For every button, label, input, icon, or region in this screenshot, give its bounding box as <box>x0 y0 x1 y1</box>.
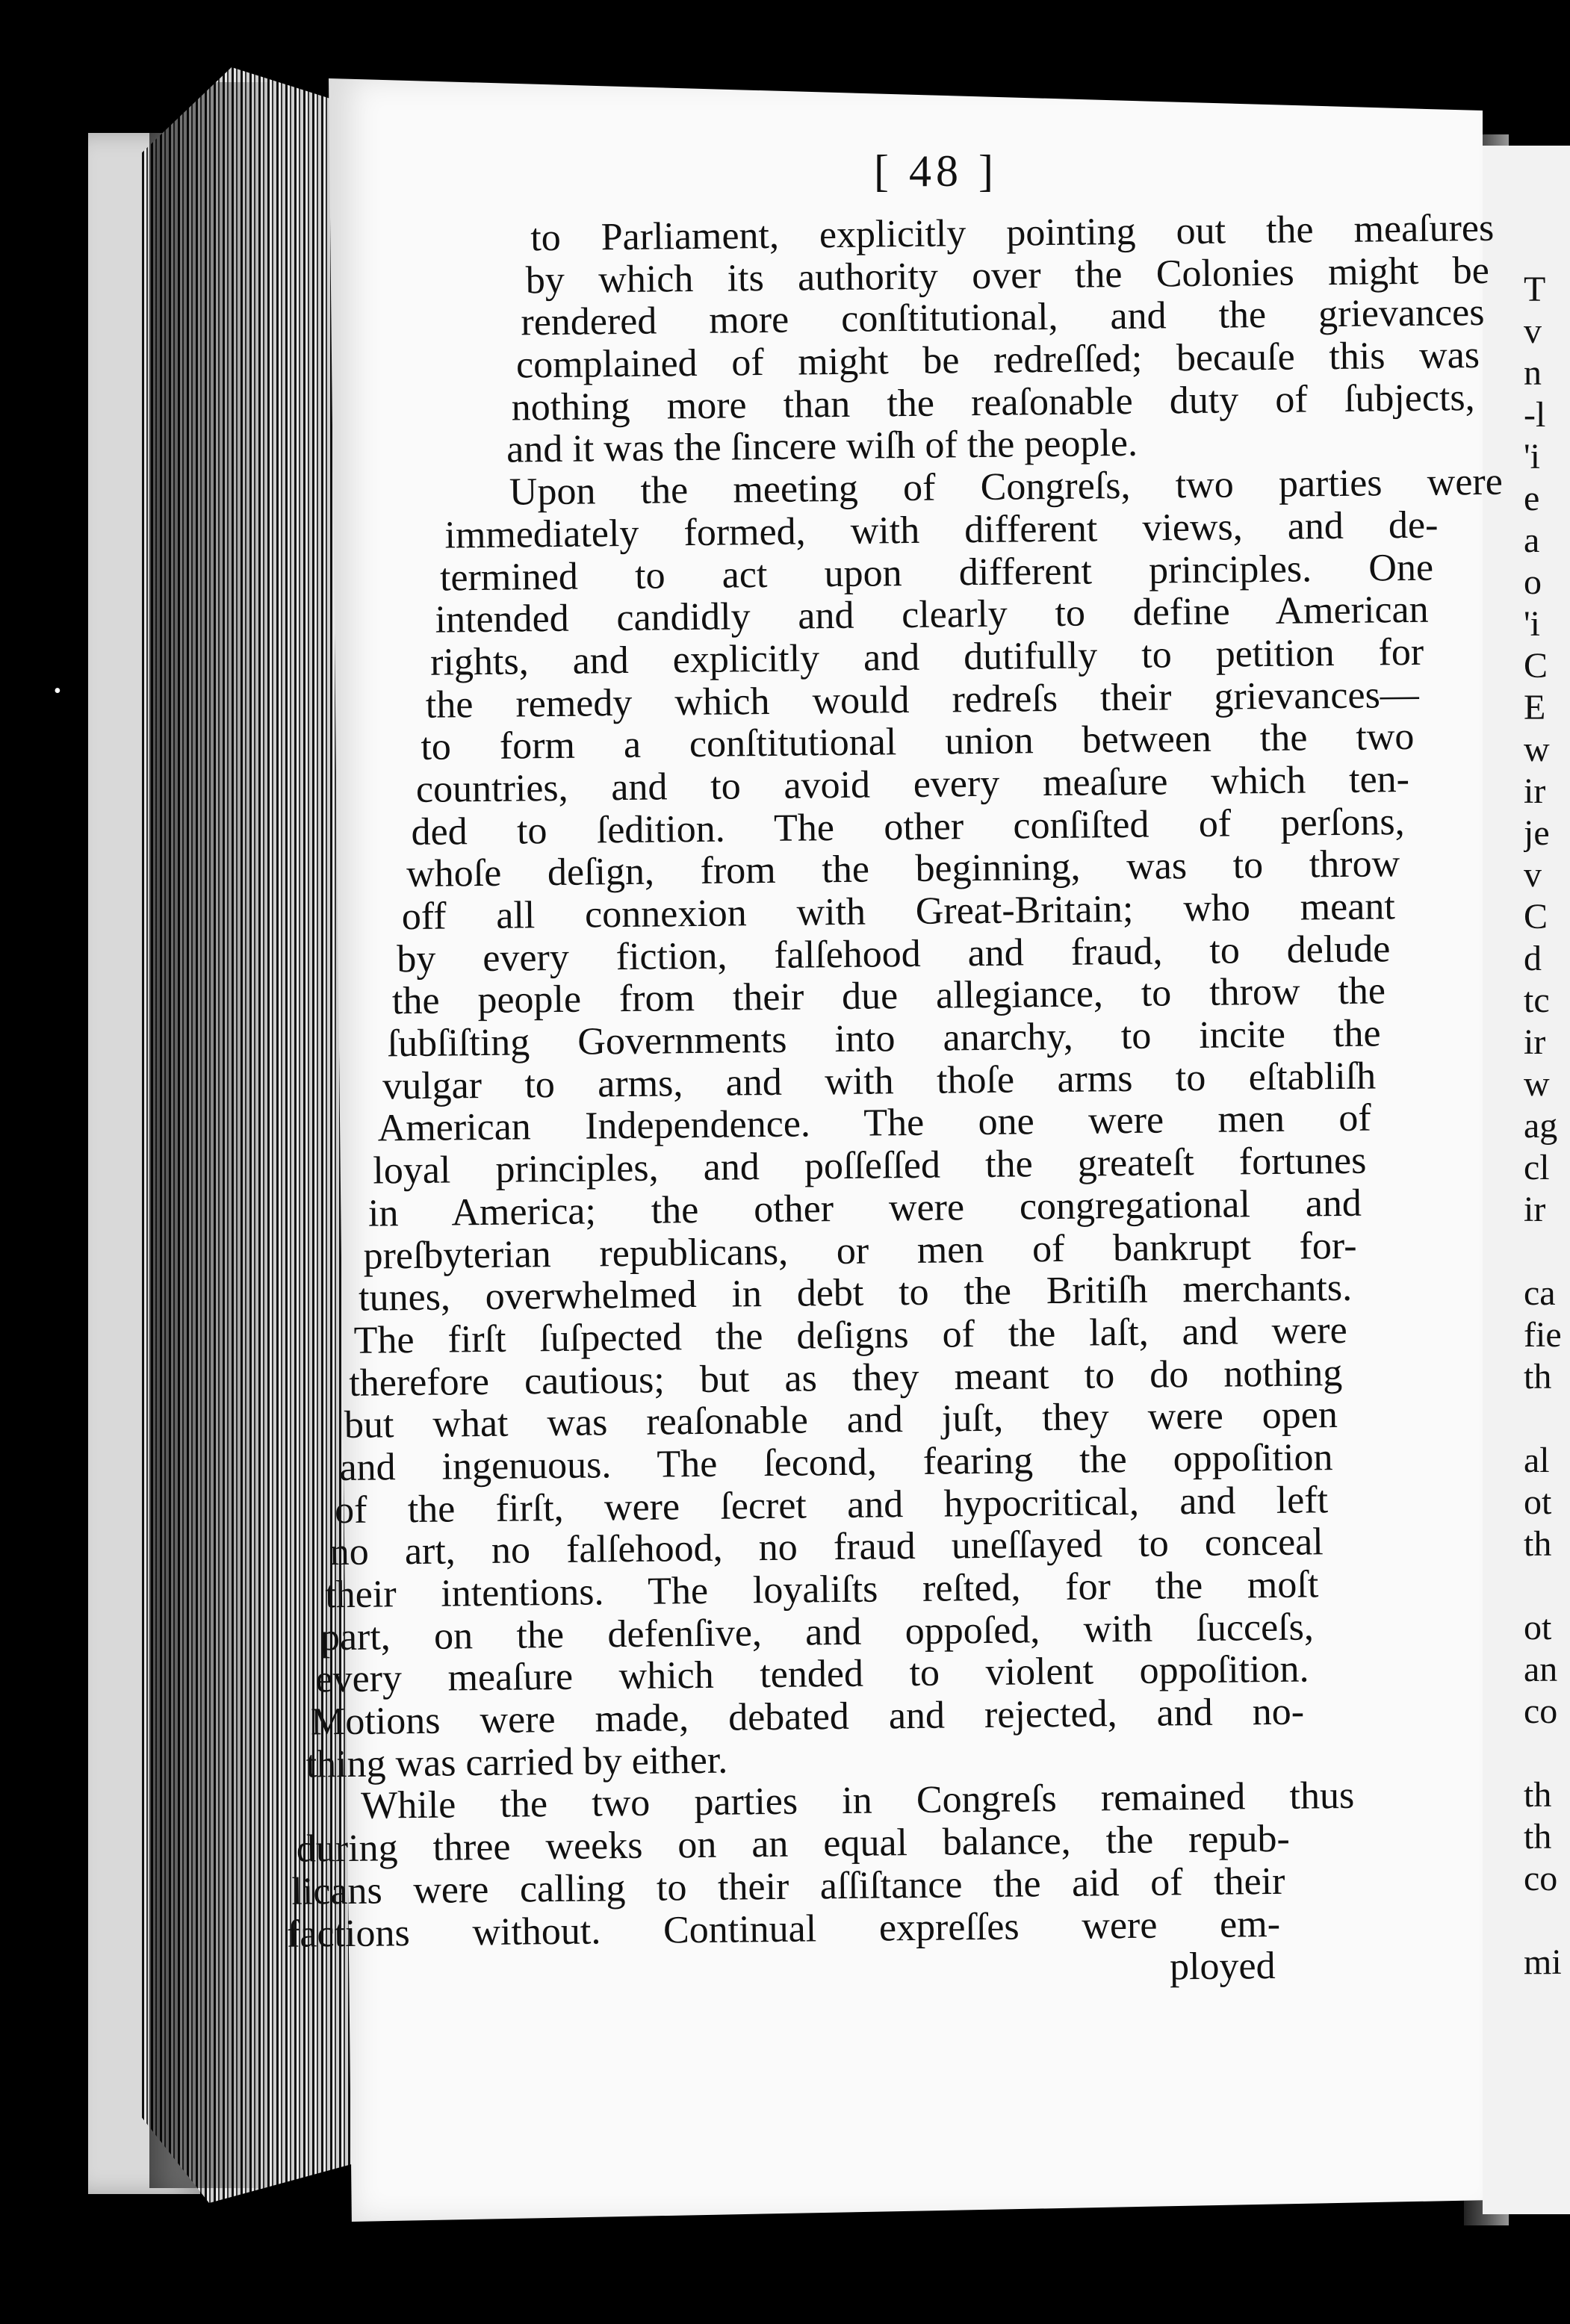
text-line: to Parliament, explicitly pointing out the meaſures <box>530 206 1495 260</box>
text-line: licans were calling to their aſſiſtance the aid of their <box>291 1859 1285 1913</box>
text-line: thing was carried by either. <box>305 1739 728 1786</box>
facing-page-fragment: v <box>1524 855 1542 895</box>
text-line: by which its authority over the Colonies might be <box>525 249 1490 302</box>
facing-page-fragment: e <box>1524 479 1540 518</box>
text-line: American Independence. The one were men of <box>377 1096 1371 1150</box>
facing-page-fragment <box>1524 1733 1570 1774</box>
facing-page-fragment: n <box>1524 353 1542 393</box>
text-line: in America; the other were congregational and <box>367 1181 1362 1235</box>
facing-page-fragment: 'i <box>1524 437 1540 476</box>
text-line: part, on the defenſive, and oppoſed, with ſucceſs, <box>320 1606 1315 1659</box>
text-line: Motions were made, debated and rejected, and no- <box>310 1690 1305 1744</box>
text-line: While the two parties in Congreſs remained thus <box>360 1774 1355 1828</box>
facing-page-fragment: ir <box>1524 1022 1546 1062</box>
facing-page-fragment: fie <box>1524 1315 1562 1355</box>
facing-page-fragment: th <box>1524 1524 1552 1564</box>
text-line: countries, and to avoid every meaſure which ten- <box>415 757 1410 811</box>
facing-page-fragment: T <box>1524 270 1546 309</box>
text-line: but what was reaſonable and juſt, they were open <box>344 1394 1338 1447</box>
facing-page-fragment: co <box>1524 1691 1558 1731</box>
text-line: intended candidly and clearly to define American <box>435 588 1429 641</box>
facing-page-fragment: ag <box>1524 1106 1558 1146</box>
facing-page-fragment: -l <box>1524 395 1546 435</box>
text-line: every meaſure which tended to violent oppoſition. <box>315 1647 1309 1701</box>
facing-page-fragment: w <box>1524 730 1550 769</box>
text-line: of the firſt, were ſecret and hypocritical, and left <box>334 1478 1329 1532</box>
facing-page-fragment: th <box>1524 1357 1552 1396</box>
facing-page-fragment: C <box>1524 646 1548 686</box>
facing-page-fragment: je <box>1524 813 1550 853</box>
text-line: vulgar to arms, and with thoſe arms to eſtabliſh <box>382 1054 1377 1108</box>
text-line: ployed <box>1169 1945 1276 1989</box>
facing-page-fragment: al <box>1524 1441 1550 1480</box>
facing-page-fragment: an <box>1524 1650 1558 1689</box>
text-line: tunes, overwhelmed in debt to the Britiſh merchants. <box>358 1267 1353 1320</box>
facing-page-fragment: ot <box>1524 1608 1552 1647</box>
facing-page-fragment: w <box>1524 1064 1550 1104</box>
facing-page-fragment: th <box>1524 1817 1552 1857</box>
text-line: off all connexion with Great-Britain; who meant <box>401 885 1396 939</box>
text-line: preſbyterian republicans, or men of bankrupt for- <box>363 1224 1357 1278</box>
text-line: the remedy which would redreſs their grievances— <box>425 673 1420 727</box>
text-line: The firſt ſuſpected the deſigns of the laſt, and were <box>353 1308 1347 1362</box>
text-line: the people from their due allegiance, to throw the <box>391 969 1386 1023</box>
facing-page-fragment: co <box>1524 1859 1558 1898</box>
text-line: termined to act upon different principles. One <box>439 546 1434 600</box>
facing-page-fragment <box>1524 1231 1570 1273</box>
facing-page-text-fragments <box>1524 269 1570 1983</box>
text-line: no art, no falſehood, no fraud uneſſayed to conceal <box>329 1520 1324 1574</box>
text-line: ded to ſedition. The other conſiſted of perſons, <box>411 800 1405 854</box>
spine-shadow <box>149 82 269 2188</box>
facing-page-fragment: E <box>1524 688 1546 727</box>
facing-page-fragment: ir <box>1524 1190 1546 1229</box>
text-line: therefore cautious; but as they meant to do nothing <box>349 1351 1343 1405</box>
facing-page-fragment: o <box>1524 562 1542 602</box>
text-line: whoſe deſign, from the beginning, was to throw <box>406 842 1400 896</box>
facing-page-fragment: 'i <box>1524 604 1540 644</box>
facing-page-fragment <box>1524 1900 1570 1942</box>
page-text <box>286 206 1504 1996</box>
text-line: rights, and explicitly and dutifully to petition for <box>429 630 1424 684</box>
text-line: loyal principles, and poſſeſſed the greateſt fortunes <box>373 1139 1367 1193</box>
facing-page-fragment: d <box>1524 939 1542 978</box>
facing-page-fragment <box>1524 1565 1570 1607</box>
facing-page-fragment: a <box>1524 521 1540 560</box>
facing-page-fragment: ca <box>1524 1273 1556 1313</box>
text-line: their intentions. The loyaliſts reſted, for the moſt <box>324 1563 1319 1617</box>
facing-page-fragment: v <box>1524 311 1542 351</box>
page-number-header: [ 48 ] <box>874 146 998 196</box>
text-line: Upon the meeting of Congreſs, two parties were <box>509 460 1504 514</box>
facing-page-fragment: mi <box>1524 1942 1562 1982</box>
facing-page-fragment <box>1524 1398 1570 1440</box>
facing-page-fragment: ot <box>1524 1482 1552 1522</box>
text-line: rendered more conſtitutional, and the grievances <box>521 291 1485 344</box>
text-line: ſubſiſting Governments into anarchy, to incite the <box>387 1012 1381 1066</box>
facing-page-fragment: th <box>1524 1775 1552 1815</box>
facing-page-fragment: C <box>1524 897 1548 936</box>
speck-mark: • <box>54 680 61 703</box>
text-line: immediately formed, with different views, and de- <box>444 503 1439 557</box>
facing-page-fragment: cl <box>1524 1148 1550 1187</box>
facing-page-fragment: ir <box>1524 771 1546 811</box>
text-line: and ingenuous. The ſecond, fearing the oppoſition <box>339 1436 1333 1489</box>
text-line: to form a conſtitutional union between the two <box>421 715 1415 769</box>
text-line: complained of might be redreſſed; becauſe this was <box>515 334 1480 387</box>
text-line: during three weeks on an equal balance, the repub- <box>296 1817 1291 1871</box>
text-line: by every fiction, falſehood and fraud, to delude <box>397 927 1391 981</box>
text-line: nothing more than the reaſonable duty of ſubjects, <box>511 376 1475 429</box>
facing-page-fragment: tc <box>1524 981 1550 1020</box>
text-line: factions without. Continual expreſſes were em- <box>286 1902 1281 1956</box>
text-line: and it was the ſincere wiſh of the people. <box>506 422 1138 472</box>
